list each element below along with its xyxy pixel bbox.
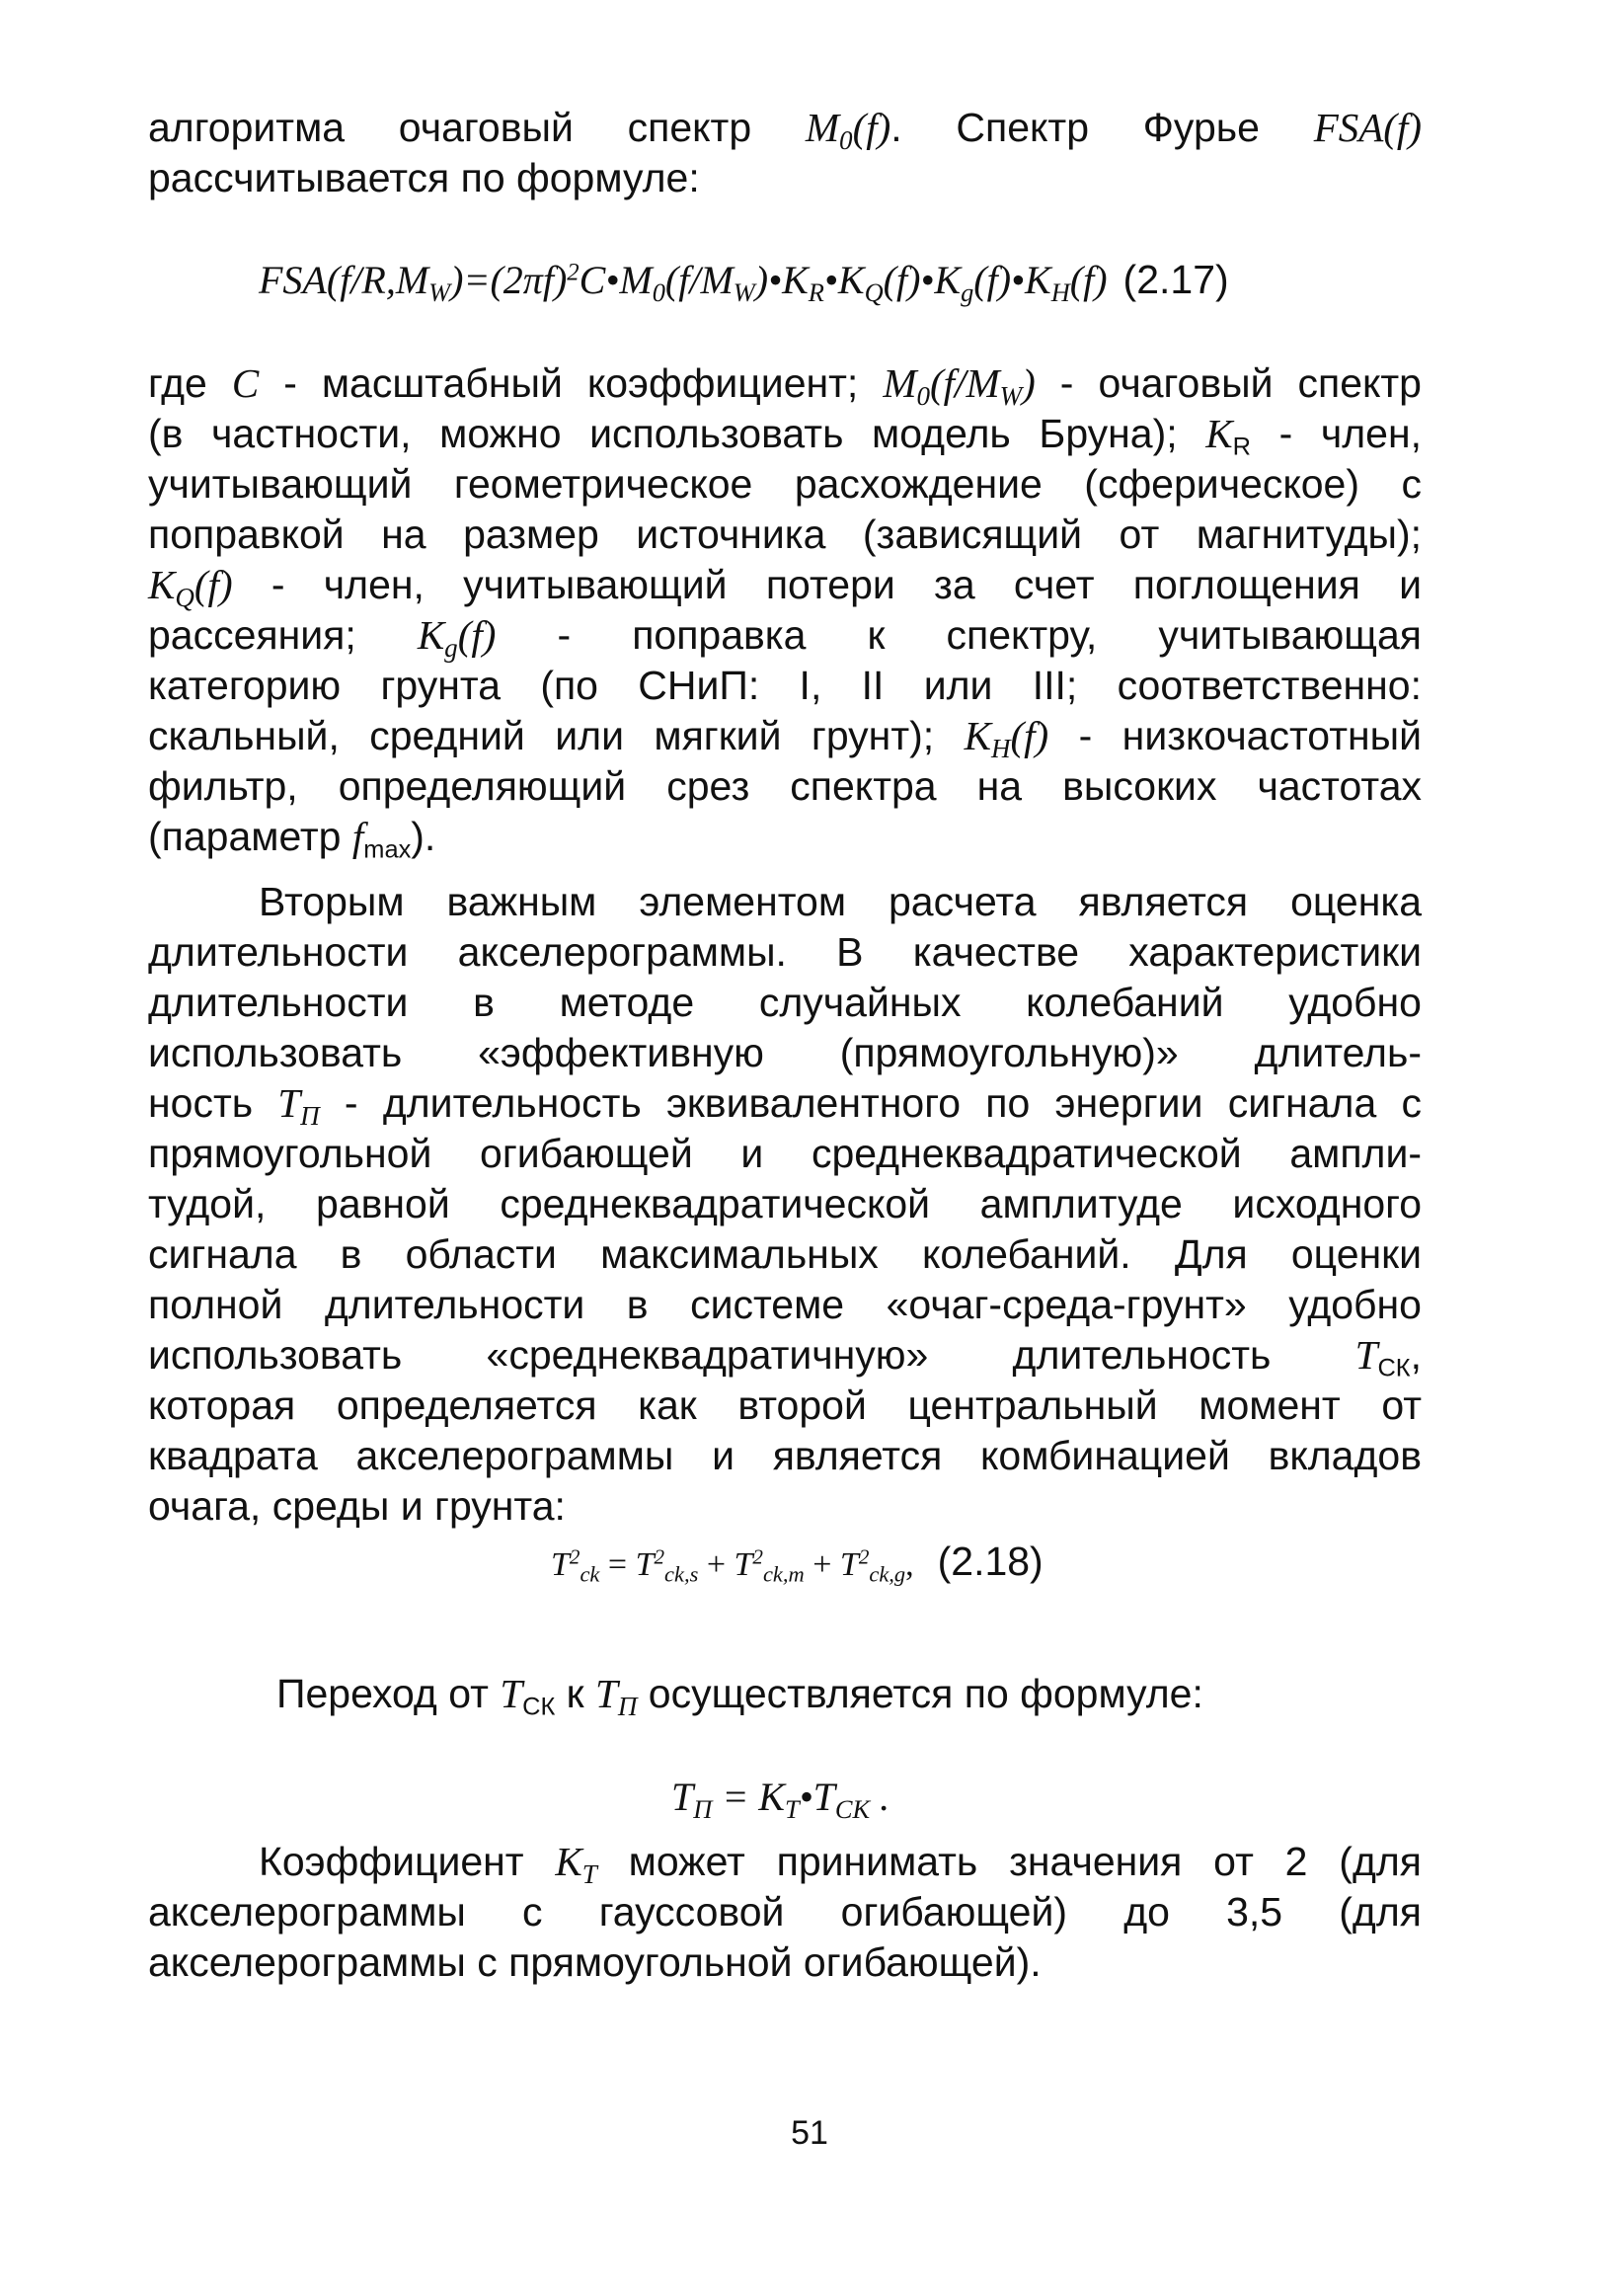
where-line-7: категорию грунта (по СНиП: I, II или III; соответственно: [148,663,1422,708]
duration-line-13: очага, среды и грунта: [148,1483,566,1529]
where-line-1: где C - масштабный коэффициент; $M_0(f/M_W)$ - очаговый спектр [148,360,1422,412]
where-line-6: рассеяния; $K_g(f)$ - поправка к спектру, учитывающая [148,612,1422,664]
transition-line: Переход от TСК к $T_П$ осуществляется по формуле: [276,1671,1203,1722]
duration-line-1: Вторым важным элементом расчета является оценка [259,879,1422,924]
equation-2-17: $FSA(f/R,M_W)=(2\pi f)^2C•M_0(f/M_W)•K_R•K_Q(f)•K_g(f)•K_H(f)$ (2.17) [259,257,1229,307]
duration-line-4: использовать «эффективную (прямоугольную)» длитель- [148,1030,1422,1075]
duration-line-6: прямоугольной огибающей и среднеквадратической ампли- [148,1131,1422,1176]
coef-line-3: акселерограммы с прямоугольной огибающей). [148,1939,1042,1985]
duration-line-8: сигнала в области максимальных колебаний. Для оценки [148,1231,1422,1277]
equation-tp: $T_П$ = $K_T•T_{CK}$ . [671,1775,890,1824]
where-line-9: фильтр, определяющий срез спектра на высоких частотах [148,763,1422,809]
where-line-5: $K_Q(f)$ - член, учитывающий потери за счет поглощения и [148,562,1422,613]
where-line-3: учитывающий геометрическое расхождение (сферическое) с [148,461,1422,507]
math-fsa: FSA(f) [1313,105,1422,150]
text: . Спектр Фурье [890,105,1314,150]
math-m0: $M_0(f)$ [805,105,891,156]
where-line-10: (параметр fmax). [148,814,436,864]
equation-2-18: $T^2_{ck} = T^2_{ck,s} + T^2_{ck,m} + T^2_{ck,g}$, (2.18) [551,1539,1044,1587]
duration-line-3: длительности в методе случайных колебаний удобно [148,980,1422,1025]
coef-line-1: Коэффициент $K_T$ может принимать значения от 2 (для [259,1839,1422,1890]
text: алгоритма очаговый спектр [148,105,806,150]
duration-line-10: использовать «среднеквадратичную» длительность TСК, [148,1332,1422,1382]
duration-line-2: длительности акселерограммы. В качестве характеристики [148,929,1422,975]
duration-line-5: ность $T_П$ - длительность эквивалентного по энергии сигнала с [148,1080,1422,1132]
where-line-8: скальный, средний или мягкий грунт); $K_H(f)$ - низкочастотный [148,713,1422,764]
equation-number: (2.18) [937,1539,1044,1584]
duration-line-11: которая определяется как второй центральный момент от [148,1382,1422,1428]
page-number: 51 [791,2114,828,2152]
duration-line-9: полной длительности в системе «очаг-среда-грунт» удобно [148,1282,1422,1327]
intro-line-1 [148,103,1422,156]
equation-number: (2.17) [1122,257,1229,302]
where-line-2: (в частности, можно использовать модель Бруна); KR - член, [148,411,1422,461]
where-line-4: поправкой на размер источника (зависящий от магнитуды); [148,512,1422,557]
intro-line-2: рассчитывается по формуле: [148,155,700,200]
duration-line-7: тудой, равной среднеквадратической амплитуде исходного [148,1181,1422,1226]
duration-line-12: квадрата акселерограммы и является комбинацией вкладов [148,1433,1422,1478]
coef-line-2: акселерограммы с гауссовой огибающей) до 3,5 (для [148,1889,1422,1935]
